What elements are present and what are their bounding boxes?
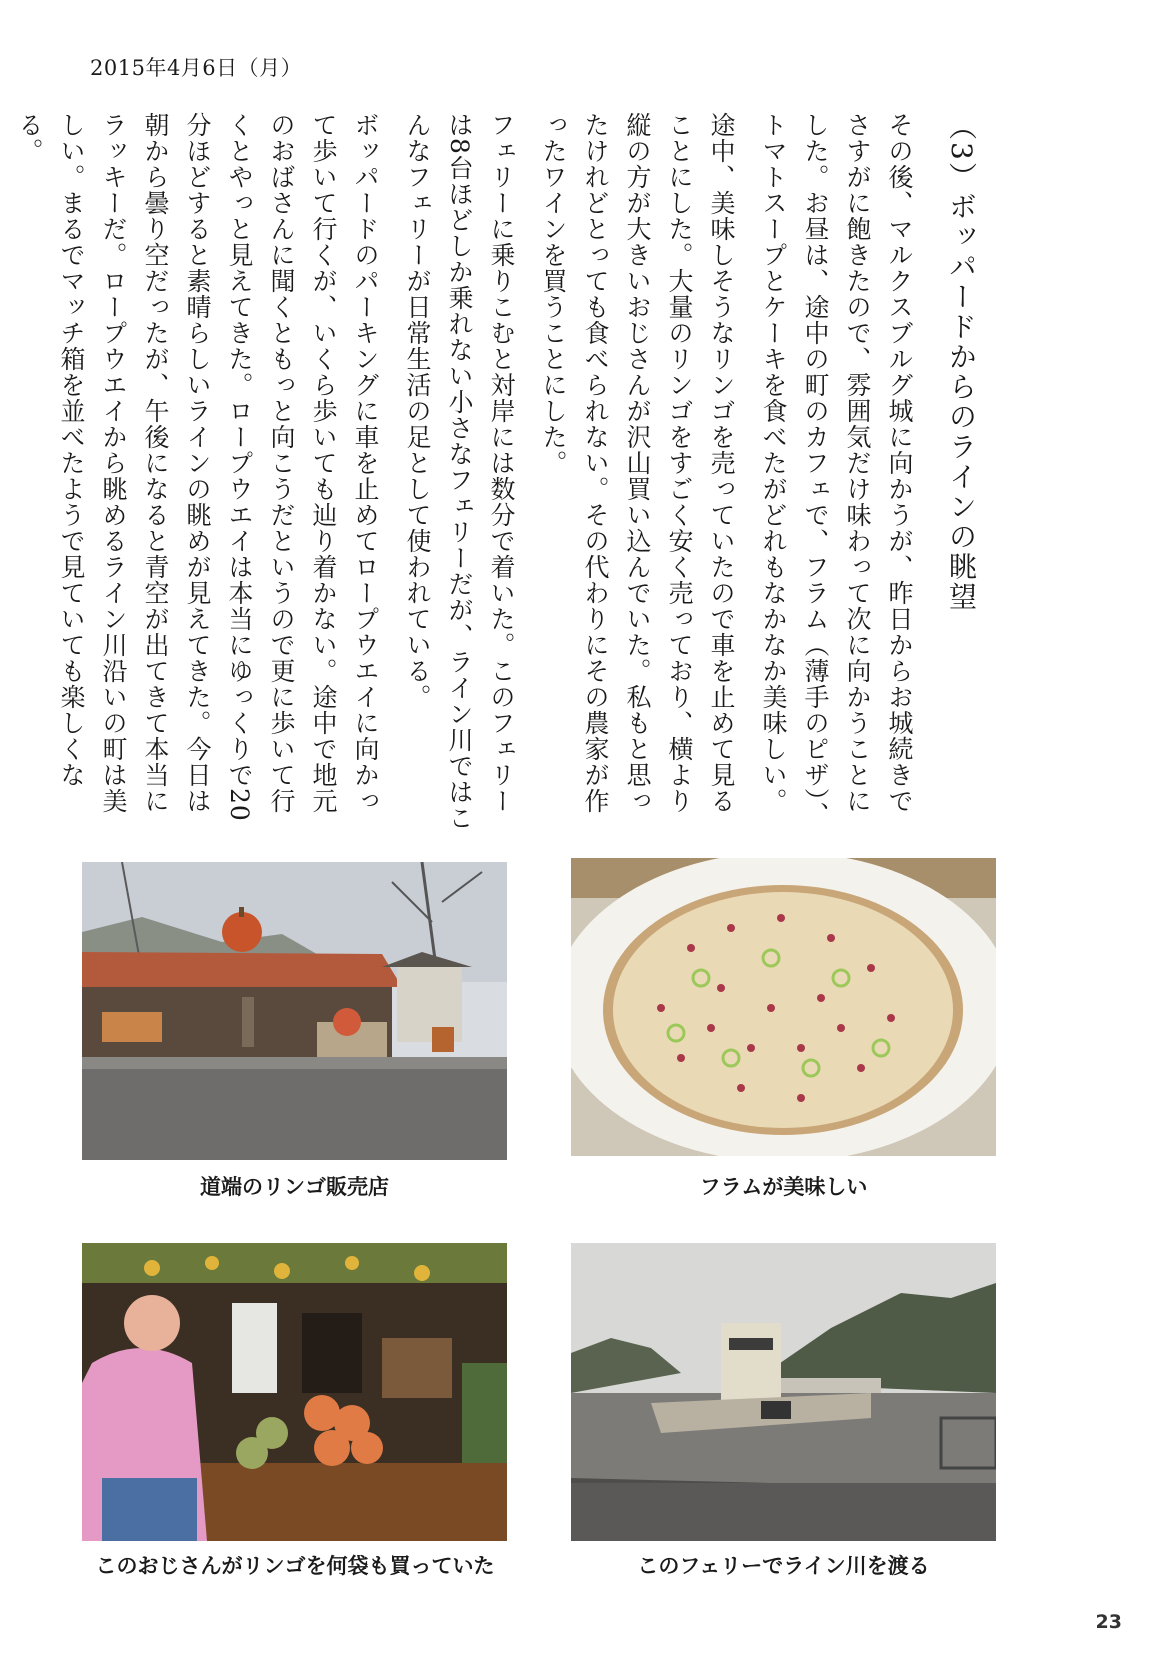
photo-ferry bbox=[571, 1243, 996, 1541]
photo-apple-buyer bbox=[82, 1243, 507, 1541]
article-paragraph: 途中、美味しそうなリンゴを売っていたので車を止めて見ることにした。大量のリンゴをすごく安く売っており、横より縦の方が大きいおじさんが沢山買い込んでいた。私もと思ったけれどとっても食べられない。その代わりにその農家が作ったワインを買うことにした。 bbox=[539, 112, 736, 814]
article-paragraph: フェリーに乗りこむと対岸には数分で着いた。このフェリーは8台ほどしか乗れない小さなフェリーだが、ライン川ではこんなフェリーが日常生活の足として使われている。 bbox=[403, 112, 516, 831]
photo-caption: 道端のリンゴ販売店 bbox=[200, 1175, 389, 1199]
article-body bbox=[8, 112, 982, 832]
photo-caption: フラムが美味しい bbox=[699, 1175, 868, 1199]
article-paragraph: その後、マルクスブルグ城に向かうが、昨日からお城続きでさすがに飽きたので、雰囲気だけ味わって次に向かうことにした。お昼は、途中の町のカフェで、フラム（薄手のピザ）、トマトスープとケーキを食べたがどれもなかなか美味しい。 bbox=[759, 112, 914, 828]
article-paragraph: ボッパードのパーキングに車を止めてロープウエイに向かって歩いて行くが、いくら歩いても辿り着かない。途中で地元のおばさんに聞くともっと向こうだというので更に歩いて行くとやっと見えてきた。ロープウエイは本当にゆっくりで20分ほどすると素晴らしいラインの眺めが見えてきた。今日は朝から曇り空だったが、午後になると青空が出てきて本当にラッキーだ。ロープウエイから眺めるライン川沿いの町は美しい。まるでマッチ箱を並べたようで見ていても楽しくなる。 bbox=[15, 112, 380, 822]
page-number: 23 bbox=[1095, 1611, 1122, 1633]
photo-caption: このおじさんがリンゴを何袋も買っていた bbox=[95, 1554, 495, 1578]
photo-caption: このフェリーでライン川を渡る bbox=[637, 1554, 930, 1578]
photo-flammkuchen bbox=[571, 858, 996, 1156]
article-heading: （3）ボッパードからのラインの眺望 bbox=[945, 112, 978, 612]
page-date: 2015年4月6日（月） bbox=[90, 56, 303, 80]
photo-apple-shop bbox=[82, 862, 507, 1160]
